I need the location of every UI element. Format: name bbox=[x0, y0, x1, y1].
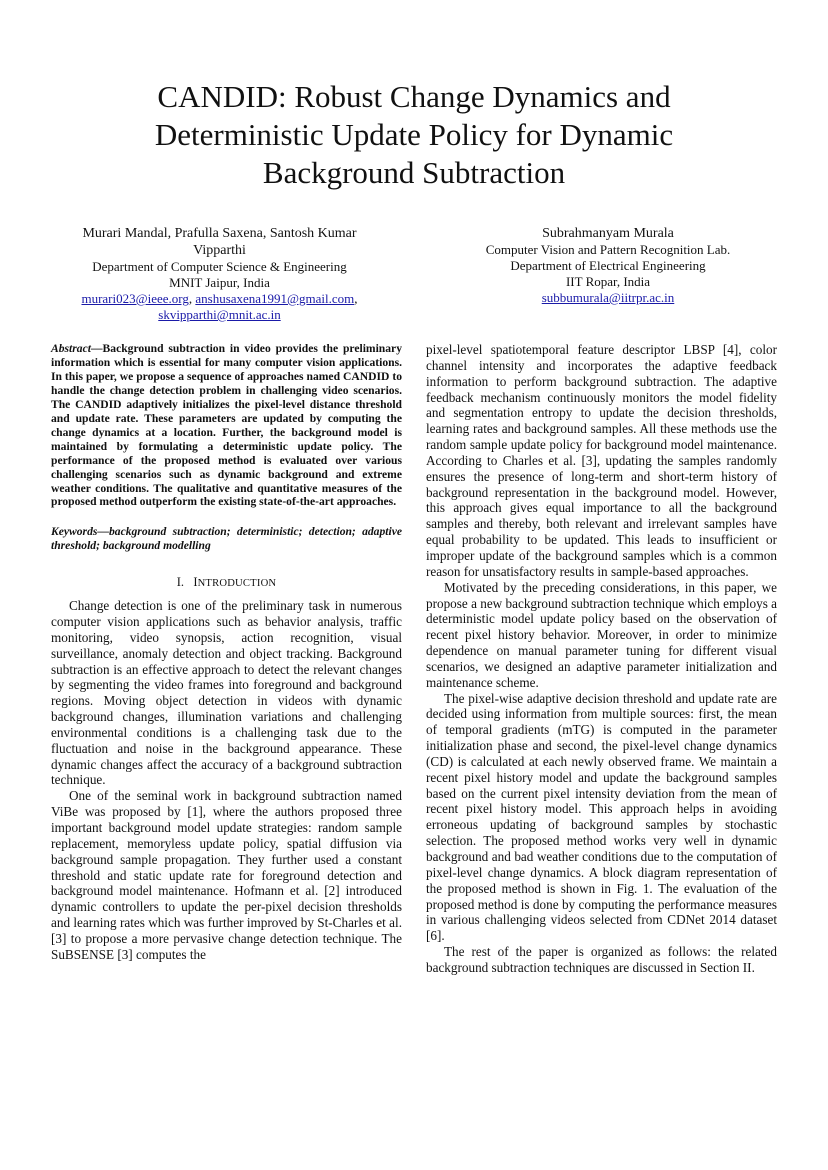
section-heading bbox=[51, 575, 402, 592]
section-number: I. bbox=[176, 575, 185, 590]
author-institution: IIT Ropar, India bbox=[565, 274, 651, 289]
left-column bbox=[51, 342, 402, 963]
section-title-initial: I bbox=[193, 575, 198, 590]
email-link[interactable]: subbumurala@iitrpr.ac.in bbox=[541, 290, 675, 305]
section-title-rest: NTRODUCTION bbox=[197, 578, 277, 590]
keywords: Keywords—background subtraction; deterministic; detection; adaptive threshold; background modelling bbox=[51, 525, 402, 553]
abstract bbox=[51, 342, 402, 509]
author-emails bbox=[52, 291, 387, 307]
author-block-iit bbox=[440, 225, 776, 306]
title-line: CANDID: Robust Change Dynamics and bbox=[157, 79, 671, 114]
right-column bbox=[426, 342, 777, 976]
email-separator: , bbox=[354, 291, 358, 306]
body-paragraph: The pixel-wise adaptive decision threshold and update rate are decided using information from multiple sources: first, the mean of temporal gradients (mTG) is computed in the parameter initialization phase and second, the pixel-level change dynamics (CD) is calculated at each newly observed frame. We maintain a recent pixel history model and update the background samples based on the current pixel intensity deviation from the mean of recent pixel history model. This approach helps in avoiding erroneous updating of background samples by stochastic selection. The proposed method works very well in dynamic background and bad weather conditions due to the computation of pixel-level change dynamics. A block diagram representation of the proposed method is shown in Fig. 1. The evaluation of the proposed method is done by computing the performance measures in various challenging videos selected from CDNet 2014 dataset [6]. bbox=[426, 690, 777, 944]
author-name: Subrahmanyam Murala bbox=[542, 226, 674, 241]
author-names-cont: Vipparthi bbox=[193, 243, 246, 258]
body-paragraph: Motivated by the preceding considerations, in this paper, we propose a new background subtraction technique which employs a deterministic model update policy based on the observation of recent pixel history behavior. Moreover, in order to minimize dependence on manual parameter tuning for different visual scenarios, we designed an adaptive parameter initialization and maintenance scheme. bbox=[426, 579, 777, 690]
author-department: Department of Computer Science & Engineering bbox=[92, 259, 347, 274]
author-block-mnit bbox=[52, 225, 387, 323]
body-paragraph: Change detection is one of the preliminary task in numerous computer vision applications such as behavior analysis, traffic monitoring, video synopsis, action recognition, visual surveillance, anomaly detection and object tracking. Background subtraction is an effective approach to detect the relevant changes by segmenting the video frames into foreground and background regions. Moving object detection in videos with dynamic background changes, illumination variations and challenging environmental conditions is a challenging task due to the fluctuation and noise in the background appearance. These dynamic changes affect the accuracy of a background subtraction technique. bbox=[51, 598, 402, 788]
body-paragraph: pixel-level spatiotemporal feature descriptor LBSP [4], color channel intensity and incorporates the adaptive feedback information to perform background subtraction. The adaptive feedback mechanism continuously monitors the model fidelity and segmentation entropy to update the decision thresholds, learning rates and background samples. All these methods use the random sample update policy for background model maintenance. According to Charles et al. [3], updating the samples randomly ensures the presence of long-term and short-term history of background representation in the background model. However, this approach gives equal importance to all the background samples and thereby, both relevant and irrelevant samples have equal probability to be updated. This leads to insufficient or improper update of the background samples which is a common reason for unsatisfactory results in sample-based approaches. bbox=[426, 342, 777, 579]
body-paragraph: One of the seminal work in background subtraction named ViBe was proposed by [1], where the authors proposed three important background model update strategies: random sample replacement, memoryless update policy, spatial diffusion via background sample propagation. They further used a constant threshold and static update rate for foreground detection and background model maintenance. Hofmann et al. [2] introduced dynamic controllers to update the per-pixel decision thresholds and learning rates which was further improved by St-Charles et al. [3] to propose a more pervasive change detection technique. The SuBSENSE [3] computes the bbox=[51, 788, 402, 962]
title-line: Deterministic Update Policy for Dynamic bbox=[154, 117, 674, 152]
email-separator: , bbox=[188, 291, 196, 306]
author-lab: Computer Vision and Pattern Recognition Lab. bbox=[485, 242, 731, 257]
email-link[interactable]: murari023@ieee.org bbox=[81, 291, 189, 306]
title-line: Background Subtraction bbox=[262, 155, 566, 190]
email-link[interactable]: anshusaxena1991@gmail.com bbox=[195, 291, 355, 306]
author-emails-cont bbox=[52, 307, 387, 323]
abstract-text: Background subtraction in video provides the preliminary information which is essential for many computer vision applications. In this paper, we propose a sequence of approaches named CANDID to handle the change detection problem in challenging video scenarios. The CANDID adaptively initializes the pixel-level distance threshold and update rate. These parameters are updated by computing the change dynamics at a location. Further, the background model is maintained by formulating a deterministic update policy. The performance of the proposed method is evaluated over various challenging scenarios such as dynamic background and extreme weather conditions. The qualitative and quantitative measures of the proposed method outperform the existing state-of-the-art approaches. bbox=[51, 342, 402, 509]
abstract-label: Abstract— bbox=[51, 342, 103, 355]
paper-title bbox=[0, 78, 828, 192]
author-institution: MNIT Jaipur, India bbox=[169, 275, 270, 290]
author-department: Department of Electrical Engineering bbox=[510, 258, 706, 273]
author-email bbox=[440, 290, 776, 306]
body-paragraph: The rest of the paper is organized as follows: the related background subtraction techniques are discussed in Section II. bbox=[426, 944, 777, 975]
author-names: Murari Mandal, Prafulla Saxena, Santosh Kumar bbox=[82, 226, 357, 241]
email-link[interactable]: skvipparthi@mnit.ac.in bbox=[158, 307, 281, 322]
